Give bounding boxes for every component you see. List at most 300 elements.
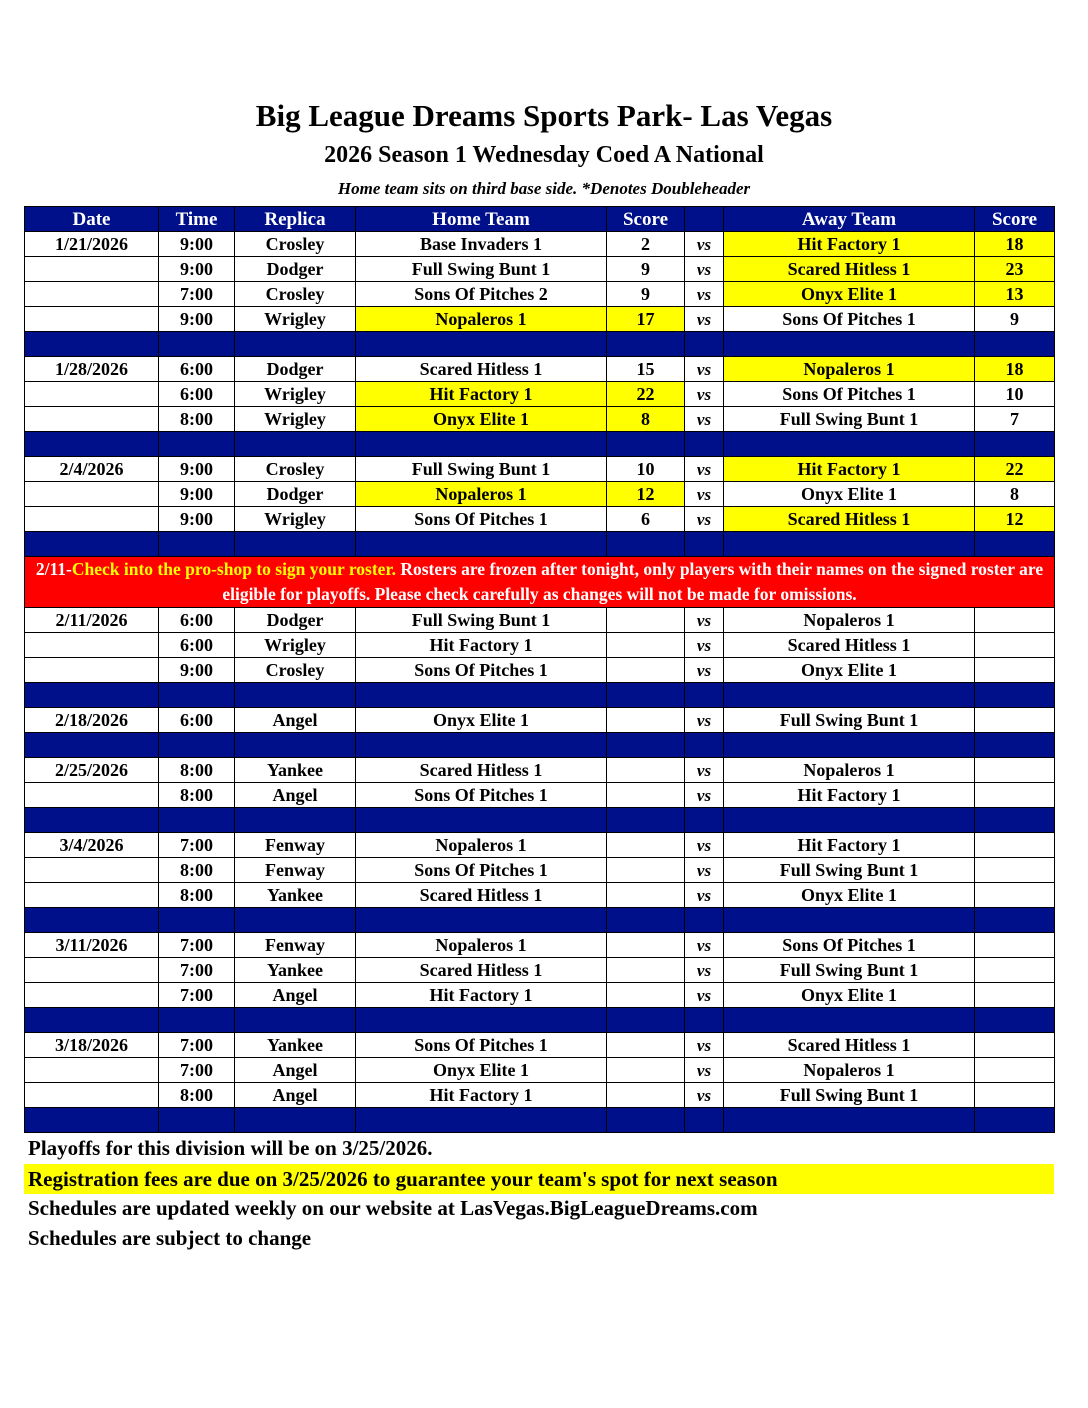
game-replica: Angel bbox=[235, 783, 356, 808]
game-row bbox=[25, 382, 1055, 407]
home-score: 9 bbox=[607, 282, 685, 307]
game-row bbox=[25, 457, 1055, 482]
game-date bbox=[25, 382, 159, 407]
vs-label: vs bbox=[685, 783, 724, 808]
separator-cell bbox=[975, 1008, 1055, 1033]
game-date: 3/11/2026 bbox=[25, 933, 159, 958]
game-replica: Yankee bbox=[235, 1033, 356, 1058]
vs-label: vs bbox=[685, 1058, 724, 1083]
game-date bbox=[25, 983, 159, 1008]
separator-cell bbox=[356, 808, 607, 833]
game-time: 9:00 bbox=[159, 507, 235, 532]
home-score bbox=[607, 958, 685, 983]
away-score bbox=[975, 958, 1055, 983]
game-row bbox=[25, 608, 1055, 633]
separator-cell bbox=[685, 332, 724, 357]
game-time: 7:00 bbox=[159, 1058, 235, 1083]
separator-cell bbox=[356, 432, 607, 457]
schedule-table bbox=[24, 206, 1055, 1133]
playoffs-note: Playoffs for this division will be on 3/25/2026. bbox=[28, 1136, 433, 1160]
separator-cell bbox=[159, 733, 235, 758]
home-score bbox=[607, 1033, 685, 1058]
game-time: 7:00 bbox=[159, 933, 235, 958]
week-separator bbox=[25, 332, 1055, 357]
separator-cell bbox=[607, 1108, 685, 1133]
vs-label: vs bbox=[685, 1033, 724, 1058]
away-score bbox=[975, 658, 1055, 683]
home-team: Sons Of Pitches 1 bbox=[356, 858, 607, 883]
game-row bbox=[25, 257, 1055, 282]
separator-cell bbox=[607, 908, 685, 933]
game-time: 8:00 bbox=[159, 1083, 235, 1108]
game-row bbox=[25, 783, 1055, 808]
separator-cell bbox=[356, 1008, 607, 1033]
home-team: Hit Factory 1 bbox=[356, 1083, 607, 1108]
game-replica: Dodger bbox=[235, 257, 356, 282]
home-score: 2 bbox=[607, 232, 685, 257]
away-score bbox=[975, 983, 1055, 1008]
separator-cell bbox=[975, 733, 1055, 758]
separator-cell bbox=[685, 683, 724, 708]
away-score: 12 bbox=[975, 507, 1055, 532]
game-row bbox=[25, 507, 1055, 532]
home-team: Nopaleros 1 bbox=[356, 833, 607, 858]
away-score: 10 bbox=[975, 382, 1055, 407]
away-team: Onyx Elite 1 bbox=[724, 883, 975, 908]
game-time: 7:00 bbox=[159, 983, 235, 1008]
home-score bbox=[607, 833, 685, 858]
home-score: 12 bbox=[607, 482, 685, 507]
separator-cell bbox=[25, 733, 159, 758]
away-score: 7 bbox=[975, 407, 1055, 432]
separator-cell bbox=[159, 1008, 235, 1033]
away-team: Nopaleros 1 bbox=[724, 1058, 975, 1083]
separator-cell bbox=[685, 908, 724, 933]
separator-cell bbox=[975, 532, 1055, 557]
header-row bbox=[25, 207, 1055, 232]
game-date bbox=[25, 257, 159, 282]
game-replica: Crosley bbox=[235, 282, 356, 307]
away-team: Nopaleros 1 bbox=[724, 357, 975, 382]
separator-cell bbox=[25, 808, 159, 833]
notice-text: Rosters are frozen after tonight, only players with their names on the signed roster are eligible for playoffs. Please check carefully as changes will not be made for omissions. bbox=[222, 559, 1044, 604]
vs-label: vs bbox=[685, 883, 724, 908]
game-row bbox=[25, 357, 1055, 382]
separator-cell bbox=[235, 432, 356, 457]
website-note: Schedules are updated weekly on our website at LasVegas.BigLeagueDreams.com bbox=[28, 1196, 758, 1220]
vs-label: vs bbox=[685, 232, 724, 257]
home-team: Hit Factory 1 bbox=[356, 983, 607, 1008]
game-time: 6:00 bbox=[159, 608, 235, 633]
game-replica: Fenway bbox=[235, 933, 356, 958]
separator-cell bbox=[25, 532, 159, 557]
game-date: 1/21/2026 bbox=[25, 232, 159, 257]
game-replica: Crosley bbox=[235, 232, 356, 257]
separator-cell bbox=[724, 432, 975, 457]
away-team: Nopaleros 1 bbox=[724, 608, 975, 633]
game-date bbox=[25, 958, 159, 983]
roster-notice-row bbox=[25, 557, 1055, 608]
vs-label: vs bbox=[685, 933, 724, 958]
separator-cell bbox=[235, 1108, 356, 1133]
separator-cell bbox=[235, 532, 356, 557]
game-time: 6:00 bbox=[159, 633, 235, 658]
separator-cell bbox=[685, 1108, 724, 1133]
away-team: Scared Hitless 1 bbox=[724, 1033, 975, 1058]
col-header-home-score: Score bbox=[607, 207, 685, 232]
away-team: Hit Factory 1 bbox=[724, 457, 975, 482]
separator-cell bbox=[724, 908, 975, 933]
game-replica: Yankee bbox=[235, 758, 356, 783]
game-time: 7:00 bbox=[159, 958, 235, 983]
roster-notice bbox=[25, 557, 1055, 608]
separator-cell bbox=[724, 733, 975, 758]
home-score: 17 bbox=[607, 307, 685, 332]
game-row bbox=[25, 232, 1055, 257]
home-team: Full Swing Bunt 1 bbox=[356, 257, 607, 282]
vs-label: vs bbox=[685, 382, 724, 407]
away-score bbox=[975, 1083, 1055, 1108]
separator-cell bbox=[607, 733, 685, 758]
game-date: 2/25/2026 bbox=[25, 758, 159, 783]
game-time: 8:00 bbox=[159, 883, 235, 908]
vs-label: vs bbox=[685, 307, 724, 332]
away-score bbox=[975, 858, 1055, 883]
home-team: Nopaleros 1 bbox=[356, 482, 607, 507]
home-team: Hit Factory 1 bbox=[356, 633, 607, 658]
separator-cell bbox=[685, 532, 724, 557]
separator-cell bbox=[235, 808, 356, 833]
separator-cell bbox=[25, 1108, 159, 1133]
game-time: 8:00 bbox=[159, 783, 235, 808]
col-header-replica: Replica bbox=[235, 207, 356, 232]
separator-cell bbox=[235, 733, 356, 758]
separator-cell bbox=[25, 1008, 159, 1033]
separator-cell bbox=[159, 332, 235, 357]
game-date bbox=[25, 407, 159, 432]
home-score bbox=[607, 608, 685, 633]
game-row bbox=[25, 307, 1055, 332]
home-score bbox=[607, 933, 685, 958]
game-row bbox=[25, 958, 1055, 983]
separator-cell bbox=[159, 908, 235, 933]
game-replica: Yankee bbox=[235, 958, 356, 983]
separator-cell bbox=[724, 1008, 975, 1033]
game-date bbox=[25, 858, 159, 883]
away-score bbox=[975, 783, 1055, 808]
away-score bbox=[975, 1033, 1055, 1058]
separator-cell bbox=[975, 908, 1055, 933]
separator-cell bbox=[25, 908, 159, 933]
game-replica: Crosley bbox=[235, 457, 356, 482]
separator-cell bbox=[159, 1108, 235, 1133]
game-replica: Fenway bbox=[235, 833, 356, 858]
week-separator bbox=[25, 683, 1055, 708]
home-team: Scared Hitless 1 bbox=[356, 758, 607, 783]
separator-cell bbox=[685, 808, 724, 833]
away-team: Scared Hitless 1 bbox=[724, 507, 975, 532]
col-header-home-team: Home Team bbox=[356, 207, 607, 232]
away-score: 18 bbox=[975, 357, 1055, 382]
separator-cell bbox=[724, 808, 975, 833]
home-team: Onyx Elite 1 bbox=[356, 407, 607, 432]
home-team: Scared Hitless 1 bbox=[356, 958, 607, 983]
away-team: Sons Of Pitches 1 bbox=[724, 382, 975, 407]
separator-cell bbox=[356, 332, 607, 357]
game-time: 8:00 bbox=[159, 407, 235, 432]
registration-note: Registration fees are due on 3/25/2026 to guarantee your team's spot for next season bbox=[24, 1164, 1054, 1194]
vs-label: vs bbox=[685, 1083, 724, 1108]
away-score: 22 bbox=[975, 457, 1055, 482]
vs-label: vs bbox=[685, 833, 724, 858]
vs-label: vs bbox=[685, 958, 724, 983]
game-time: 6:00 bbox=[159, 382, 235, 407]
game-row bbox=[25, 833, 1055, 858]
game-row bbox=[25, 858, 1055, 883]
separator-cell bbox=[975, 332, 1055, 357]
game-time: 9:00 bbox=[159, 658, 235, 683]
col-header-away-score: Score bbox=[975, 207, 1055, 232]
separator-cell bbox=[235, 683, 356, 708]
game-row bbox=[25, 1058, 1055, 1083]
game-replica: Angel bbox=[235, 708, 356, 733]
away-score: 18 bbox=[975, 232, 1055, 257]
game-time: 6:00 bbox=[159, 708, 235, 733]
game-replica: Crosley bbox=[235, 658, 356, 683]
game-time: 7:00 bbox=[159, 1033, 235, 1058]
separator-cell bbox=[356, 683, 607, 708]
separator-cell bbox=[159, 808, 235, 833]
separator-cell bbox=[159, 432, 235, 457]
game-date: 2/11/2026 bbox=[25, 608, 159, 633]
week-separator bbox=[25, 1108, 1055, 1133]
separator-cell bbox=[975, 683, 1055, 708]
away-score bbox=[975, 608, 1055, 633]
game-row bbox=[25, 407, 1055, 432]
game-time: 9:00 bbox=[159, 257, 235, 282]
game-row bbox=[25, 933, 1055, 958]
home-team: Scared Hitless 1 bbox=[356, 883, 607, 908]
game-date bbox=[25, 883, 159, 908]
separator-cell bbox=[724, 532, 975, 557]
away-team: Onyx Elite 1 bbox=[724, 482, 975, 507]
game-replica: Wrigley bbox=[235, 507, 356, 532]
home-score bbox=[607, 1083, 685, 1108]
week-separator bbox=[25, 432, 1055, 457]
separator-cell bbox=[975, 432, 1055, 457]
col-header-date: Date bbox=[25, 207, 159, 232]
game-row bbox=[25, 1033, 1055, 1058]
home-score: 22 bbox=[607, 382, 685, 407]
separator-cell bbox=[356, 532, 607, 557]
week-separator bbox=[25, 733, 1055, 758]
vs-label: vs bbox=[685, 507, 724, 532]
away-team: Hit Factory 1 bbox=[724, 833, 975, 858]
week-separator bbox=[25, 908, 1055, 933]
separator-cell bbox=[724, 1108, 975, 1133]
game-date: 2/18/2026 bbox=[25, 708, 159, 733]
schedule-body bbox=[25, 232, 1055, 1133]
home-score bbox=[607, 708, 685, 733]
vs-label: vs bbox=[685, 257, 724, 282]
separator-cell bbox=[235, 908, 356, 933]
page-subtitle: 2026 Season 1 Wednesday Coed A National bbox=[324, 142, 764, 168]
game-time: 6:00 bbox=[159, 357, 235, 382]
home-score bbox=[607, 858, 685, 883]
away-team: Scared Hitless 1 bbox=[724, 257, 975, 282]
separator-cell bbox=[685, 733, 724, 758]
away-team: Nopaleros 1 bbox=[724, 758, 975, 783]
separator-cell bbox=[159, 683, 235, 708]
week-separator bbox=[25, 1008, 1055, 1033]
home-team: Base Invaders 1 bbox=[356, 232, 607, 257]
game-date bbox=[25, 507, 159, 532]
game-row bbox=[25, 658, 1055, 683]
separator-cell bbox=[356, 908, 607, 933]
separator-cell bbox=[235, 1008, 356, 1033]
separator-cell bbox=[25, 683, 159, 708]
home-score bbox=[607, 758, 685, 783]
page-note: Home team sits on third base side. *Denotes Doubleheader bbox=[337, 179, 751, 198]
vs-label: vs bbox=[685, 357, 724, 382]
game-date: 1/28/2026 bbox=[25, 357, 159, 382]
away-team: Full Swing Bunt 1 bbox=[724, 958, 975, 983]
away-score bbox=[975, 758, 1055, 783]
col-header-time: Time bbox=[159, 207, 235, 232]
vs-label: vs bbox=[685, 858, 724, 883]
home-team: Scared Hitless 1 bbox=[356, 357, 607, 382]
col-header-vs bbox=[685, 207, 724, 232]
separator-cell bbox=[25, 432, 159, 457]
home-team: Onyx Elite 1 bbox=[356, 708, 607, 733]
game-date bbox=[25, 1083, 159, 1108]
game-time: 9:00 bbox=[159, 307, 235, 332]
separator-cell bbox=[159, 532, 235, 557]
game-replica: Dodger bbox=[235, 608, 356, 633]
game-time: 9:00 bbox=[159, 232, 235, 257]
home-score bbox=[607, 983, 685, 1008]
game-date bbox=[25, 1058, 159, 1083]
week-separator bbox=[25, 532, 1055, 557]
away-score: 8 bbox=[975, 482, 1055, 507]
game-row bbox=[25, 883, 1055, 908]
away-score bbox=[975, 1058, 1055, 1083]
home-team: Sons Of Pitches 1 bbox=[356, 1033, 607, 1058]
home-team: Onyx Elite 1 bbox=[356, 1058, 607, 1083]
home-team: Sons Of Pitches 1 bbox=[356, 658, 607, 683]
away-score bbox=[975, 933, 1055, 958]
separator-cell bbox=[235, 332, 356, 357]
away-score bbox=[975, 883, 1055, 908]
home-team: Hit Factory 1 bbox=[356, 382, 607, 407]
home-team: Sons Of Pitches 1 bbox=[356, 783, 607, 808]
separator-cell bbox=[975, 1108, 1055, 1133]
vs-label: vs bbox=[685, 983, 724, 1008]
home-score: 9 bbox=[607, 257, 685, 282]
notice-date: 2/11- bbox=[35, 559, 72, 579]
separator-cell bbox=[607, 683, 685, 708]
home-score bbox=[607, 883, 685, 908]
game-replica: Wrigley bbox=[235, 307, 356, 332]
game-replica: Yankee bbox=[235, 883, 356, 908]
away-team: Full Swing Bunt 1 bbox=[724, 407, 975, 432]
separator-cell bbox=[685, 432, 724, 457]
separator-cell bbox=[607, 432, 685, 457]
home-score bbox=[607, 783, 685, 808]
separator-cell bbox=[975, 808, 1055, 833]
game-row bbox=[25, 708, 1055, 733]
week-separator bbox=[25, 808, 1055, 833]
separator-cell bbox=[356, 1108, 607, 1133]
away-score: 9 bbox=[975, 307, 1055, 332]
game-replica: Wrigley bbox=[235, 407, 356, 432]
home-score bbox=[607, 1058, 685, 1083]
game-row bbox=[25, 1083, 1055, 1108]
home-score: 15 bbox=[607, 357, 685, 382]
separator-cell bbox=[25, 332, 159, 357]
vs-label: vs bbox=[685, 658, 724, 683]
game-date bbox=[25, 783, 159, 808]
away-score bbox=[975, 633, 1055, 658]
away-team: Full Swing Bunt 1 bbox=[724, 1083, 975, 1108]
away-team: Onyx Elite 1 bbox=[724, 983, 975, 1008]
game-row bbox=[25, 482, 1055, 507]
game-replica: Dodger bbox=[235, 357, 356, 382]
game-replica: Dodger bbox=[235, 482, 356, 507]
home-team: Nopaleros 1 bbox=[356, 307, 607, 332]
home-team: Sons Of Pitches 2 bbox=[356, 282, 607, 307]
col-header-away-team: Away Team bbox=[724, 207, 975, 232]
game-date bbox=[25, 482, 159, 507]
separator-cell bbox=[724, 332, 975, 357]
separator-cell bbox=[607, 332, 685, 357]
away-score: 13 bbox=[975, 282, 1055, 307]
home-team: Sons Of Pitches 1 bbox=[356, 507, 607, 532]
game-date: 3/4/2026 bbox=[25, 833, 159, 858]
game-time: 8:00 bbox=[159, 858, 235, 883]
home-team: Nopaleros 1 bbox=[356, 933, 607, 958]
away-team: Onyx Elite 1 bbox=[724, 658, 975, 683]
game-row bbox=[25, 282, 1055, 307]
home-score: 10 bbox=[607, 457, 685, 482]
separator-cell bbox=[607, 532, 685, 557]
game-time: 8:00 bbox=[159, 758, 235, 783]
game-replica: Fenway bbox=[235, 858, 356, 883]
away-team: Hit Factory 1 bbox=[724, 783, 975, 808]
away-team: Sons Of Pitches 1 bbox=[724, 933, 975, 958]
vs-label: vs bbox=[685, 482, 724, 507]
away-team: Full Swing Bunt 1 bbox=[724, 858, 975, 883]
vs-label: vs bbox=[685, 708, 724, 733]
notice-highlight: Check into the pro-shop to sign your roster. bbox=[71, 559, 396, 579]
separator-cell bbox=[724, 683, 975, 708]
away-score: 23 bbox=[975, 257, 1055, 282]
game-replica: Angel bbox=[235, 983, 356, 1008]
game-replica: Wrigley bbox=[235, 633, 356, 658]
game-row bbox=[25, 758, 1055, 783]
vs-label: vs bbox=[685, 457, 724, 482]
game-row bbox=[25, 633, 1055, 658]
vs-label: vs bbox=[685, 608, 724, 633]
vs-label: vs bbox=[685, 282, 724, 307]
game-time: 9:00 bbox=[159, 457, 235, 482]
separator-cell bbox=[607, 1008, 685, 1033]
separator-cell bbox=[356, 733, 607, 758]
page-title: Big League Dreams Sports Park- Las Vegas bbox=[255, 98, 833, 133]
home-score: 6 bbox=[607, 507, 685, 532]
away-team: Hit Factory 1 bbox=[724, 232, 975, 257]
home-score bbox=[607, 658, 685, 683]
